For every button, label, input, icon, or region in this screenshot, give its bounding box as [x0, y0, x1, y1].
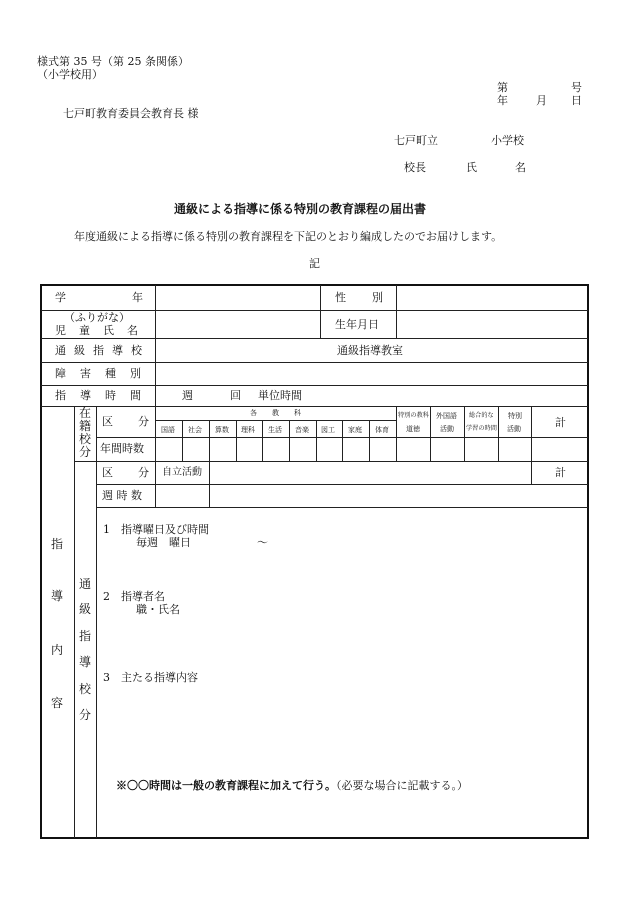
zaiseki-4: 分	[78, 445, 91, 459]
moral-line1: 特別の教科	[398, 412, 429, 419]
time-label-2: 導	[80, 389, 91, 402]
annual-hours-label: 年間時数	[100, 442, 144, 455]
col-line	[96, 406, 97, 838]
name-label-4: 名	[127, 324, 138, 337]
zaiseki-total: 計	[555, 416, 566, 429]
jiritsu-label: 自立活動	[162, 467, 202, 478]
tsukyu-bun-4: 導	[78, 655, 91, 669]
item1-title: 1 指導曜日及び時間	[103, 523, 209, 536]
principal-mei: 名	[515, 161, 526, 174]
row-line	[41, 406, 588, 407]
col-line	[236, 420, 237, 461]
name-label-1: 児	[55, 324, 66, 337]
note-bold: ※〇〇時間は一般の教育課程に加えて行う。	[116, 779, 336, 792]
doc-no-dai: 第	[497, 81, 508, 94]
tsukyu-bun-1: 通	[78, 577, 91, 591]
kubun-2: 分	[138, 415, 149, 428]
col-line	[289, 420, 290, 461]
col-line	[155, 406, 156, 461]
tsukyu-school-4: 導	[112, 344, 123, 357]
sender-school: 小学校	[491, 134, 524, 147]
naiyo-3: 内	[50, 643, 63, 657]
subject-kokugo: 国語	[161, 426, 175, 434]
document-title: 通級による指導に係る特別の教育課程の届出書	[174, 202, 427, 216]
date-year: 年	[497, 94, 508, 107]
item3-title: 3 主たる指導内容	[103, 671, 198, 684]
disability-1: 障	[55, 367, 66, 380]
tsukyu-bun-6: 分	[78, 708, 91, 722]
form-number: 様式第 35 号（第 25 条関係）	[37, 55, 189, 68]
integrated-line1: 総合的な	[469, 412, 494, 419]
zaiseki-3: 校	[78, 432, 91, 446]
time-value-week: 週	[182, 389, 193, 402]
note-text	[116, 780, 468, 791]
naiyo-2: 導	[50, 589, 63, 603]
time-label-1: 指	[55, 389, 66, 402]
tsukyu-room: 通級指導教室	[337, 344, 403, 357]
moral-line2: 道徳	[406, 425, 420, 433]
gender-label-2: 別	[372, 291, 383, 304]
col-line	[396, 285, 397, 338]
special-line2: 活動	[507, 425, 521, 433]
gender-label-1: 性	[335, 291, 346, 304]
foreign-line2: 活動	[440, 425, 454, 433]
date-day: 日	[571, 94, 582, 107]
date-month: 月	[536, 94, 547, 107]
weekly-hours-label: 週 時 数	[102, 489, 142, 502]
row-line	[96, 484, 588, 485]
tsukyu-school-3: 指	[93, 344, 104, 357]
principal-shi: 氏	[466, 161, 477, 174]
item1-tilde: ～	[257, 536, 268, 549]
row-line	[75, 461, 588, 462]
subjects-header-1: 各	[250, 409, 257, 417]
item2-detail: 職・氏名	[136, 603, 180, 616]
col-line	[342, 420, 343, 461]
school-type: （小学校用）	[37, 68, 103, 81]
col-line	[155, 461, 156, 507]
special-line1: 特別	[508, 412, 522, 420]
time-value-unit: 単位時間	[258, 389, 302, 402]
col-line	[316, 420, 317, 461]
col-line	[262, 420, 263, 461]
subjects-header-2: 教	[272, 409, 279, 417]
tsukyu-bun-2: 級	[78, 602, 91, 616]
kubun-1: 区	[102, 415, 113, 428]
tsukyu-total: 計	[555, 466, 566, 479]
sender-town: 七戸町立	[394, 134, 438, 147]
zaiseki-2: 籍	[78, 419, 91, 433]
col-line	[430, 406, 431, 461]
subject-rika: 理科	[241, 426, 255, 434]
row-line	[156, 420, 396, 421]
grade-label-1: 学	[55, 291, 66, 304]
col-line	[182, 420, 183, 461]
tsukyu-bun-3: 指	[78, 629, 91, 643]
foreign-line1: 外国語	[436, 412, 457, 420]
subject-taiiku: 体育	[375, 426, 389, 434]
tsukyu-school-1: 通	[55, 344, 66, 357]
col-line	[209, 420, 210, 461]
row-line	[41, 338, 588, 339]
integrated-line2: 学習の時間	[466, 425, 497, 432]
col-line	[155, 285, 156, 407]
birth-label: 生年月日	[335, 318, 379, 331]
col-line	[498, 406, 499, 461]
col-line	[464, 406, 465, 461]
name-label-2: 童	[79, 324, 90, 337]
grade-label-2: 年	[132, 291, 143, 304]
disability-4: 別	[130, 367, 141, 380]
disability-2: 害	[80, 367, 91, 380]
principal-label: 校長	[404, 161, 426, 174]
subject-seikatsu: 生活	[268, 426, 282, 434]
col-line	[396, 406, 397, 461]
tsukyu-kubun-2: 分	[138, 466, 149, 479]
subject-shakai: 社会	[188, 426, 202, 434]
col-line	[531, 406, 532, 461]
subject-ongaku: 音楽	[295, 426, 309, 434]
subject-sansu: 算数	[215, 426, 229, 434]
tsukyu-bun-5: 校	[78, 682, 91, 696]
col-line	[320, 285, 321, 338]
ki-mark: 記	[309, 257, 320, 270]
col-line	[209, 461, 210, 507]
doc-no-go: 号	[571, 81, 582, 94]
furigana-label: （ふりがな）	[64, 311, 130, 324]
subject-zuko: 図工	[321, 426, 335, 434]
time-label-4: 間	[130, 389, 141, 402]
name-label-3: 氏	[103, 324, 114, 337]
time-label-3: 時	[105, 389, 116, 402]
col-line	[74, 406, 75, 838]
naiyo-4: 容	[50, 696, 63, 710]
subject-katei: 家庭	[348, 426, 362, 434]
note-plain: （必要な場合に記載する。）	[336, 779, 468, 792]
item2-title: 2 指導者名	[103, 590, 165, 603]
row-line	[96, 507, 588, 508]
zaiseki-1: 在	[78, 406, 91, 420]
col-line	[369, 420, 370, 461]
subjects-header-3: 科	[294, 409, 301, 417]
row-line	[41, 362, 588, 363]
tsukyu-school-2: 級	[74, 344, 85, 357]
form-table	[40, 284, 589, 839]
time-value-kai: 回	[230, 389, 241, 402]
row-line	[41, 385, 588, 386]
tsukyu-school-5: 校	[131, 344, 142, 357]
item1-weekday: 毎週 曜日	[136, 536, 191, 549]
addressee: 七戸町教育委員会教育長 様	[63, 107, 199, 120]
tsukyu-kubun-1: 区	[102, 466, 113, 479]
intro-text: 年度通級による指導に係る特別の教育課程を下記のとおり編成したのでお届けします。	[74, 230, 503, 243]
disability-3: 種	[105, 367, 116, 380]
naiyo-1: 指	[50, 537, 63, 551]
col-line	[531, 461, 532, 484]
